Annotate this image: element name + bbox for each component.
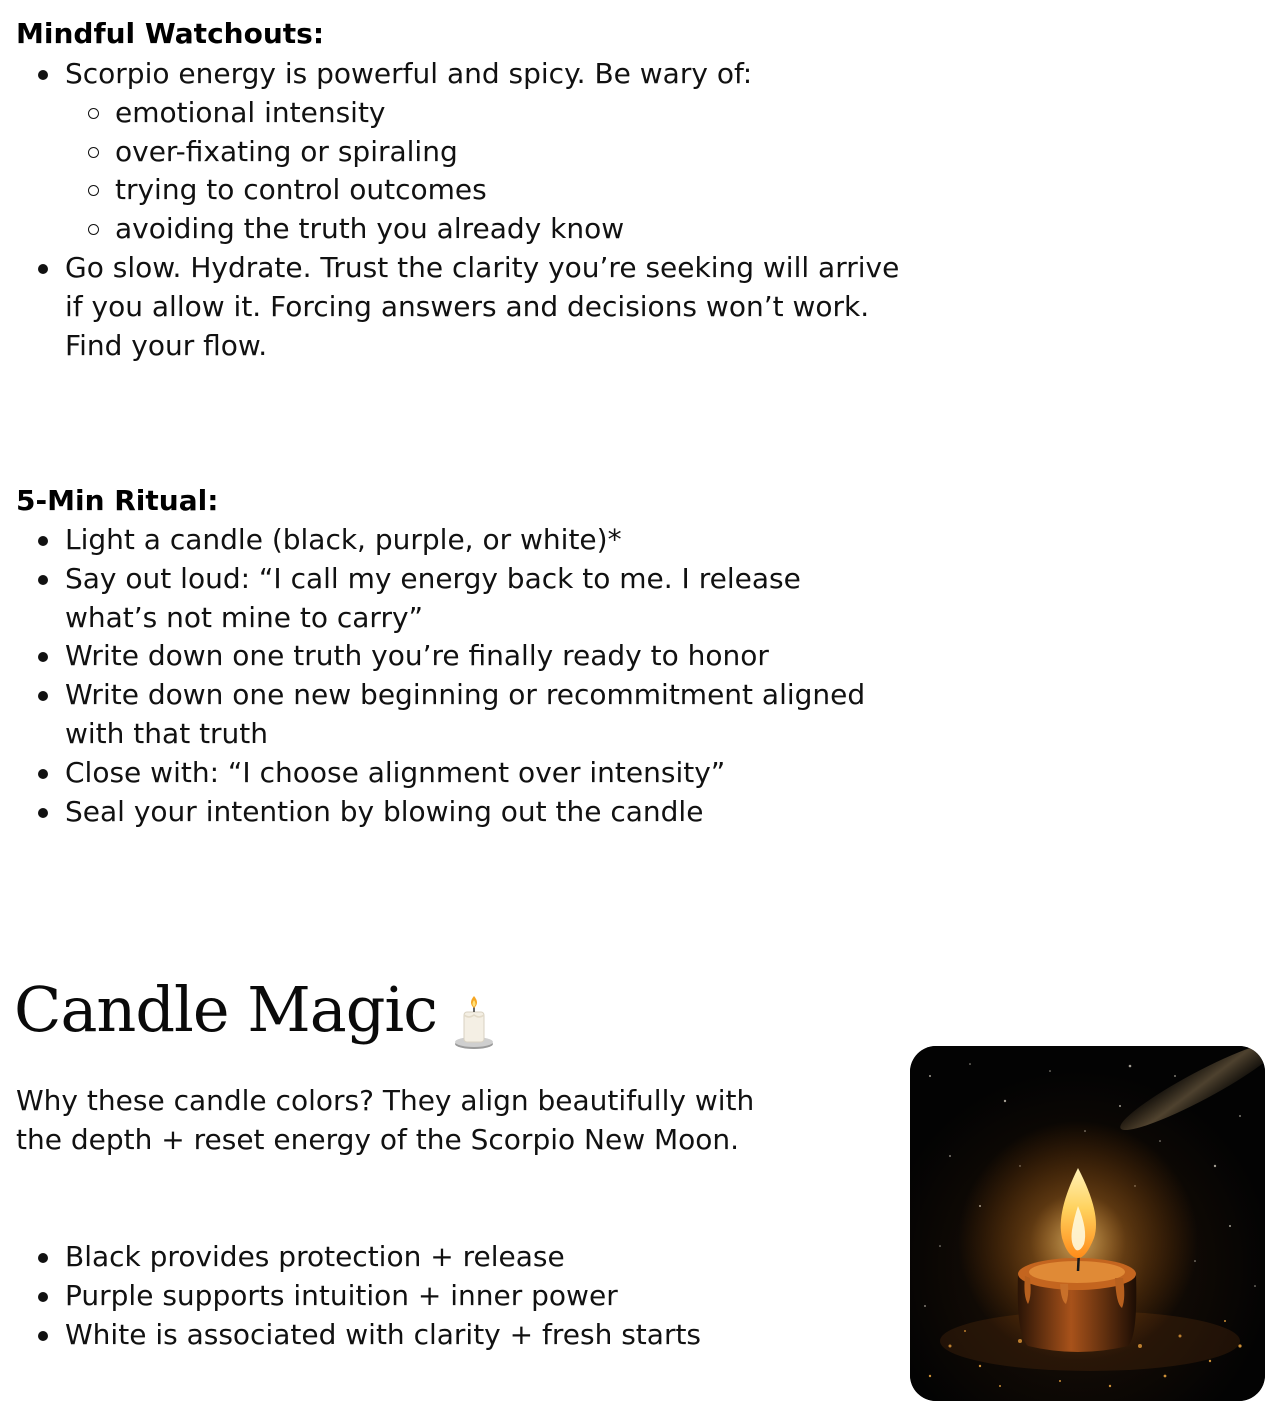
list-item: emotional intensity: [115, 94, 905, 133]
list-item: White is associated with clarity + fresh starts: [65, 1316, 885, 1355]
list-item: Close with: “I choose alignment over intensity”: [65, 754, 895, 793]
list-item: Say out loud: “I call my energy back to me. I release what’s not mine to carry”: [65, 560, 895, 638]
watchout-item-1: Scorpio energy is powerful and spicy. Be wary of:: [65, 57, 753, 90]
list-item: Light a candle (black, purple, or white)*: [65, 521, 895, 560]
watchouts-list: [16, 55, 905, 365]
list-item: Seal your intention by blowing out the candle: [65, 793, 895, 832]
list-item: Write down one truth you’re finally ready to honor: [65, 637, 895, 676]
candle-magic-title-text: Candle Magic: [14, 973, 437, 1046]
list-item: over-fixating or spiraling: [115, 133, 905, 172]
watchout-item-2: Go slow. Hydrate. Trust the clarity you’re seeking will arrive if you allow it. Forcing answers and decisions won’t work. Find your flow.: [65, 250, 900, 362]
list-item: [65, 55, 905, 249]
lit-candle-photo: [910, 1046, 1265, 1401]
candle-magic-intro: Why these candle colors? They align beautifully with the depth + reset energy of the Scorpio New Moon.: [16, 1084, 755, 1156]
list-item: avoiding the truth you already know: [115, 210, 905, 249]
list-item: Write down one new beginning or recommitment aligned with that truth: [65, 676, 895, 754]
ritual-heading: 5-Min Ritual:: [16, 484, 219, 517]
ritual-list: [16, 521, 895, 831]
candle-colors-list: [16, 1238, 885, 1354]
list-item: [65, 249, 905, 365]
candle-magic-title: [14, 968, 497, 1052]
candle-icon: [451, 987, 497, 1043]
watchouts-heading: Mindful Watchouts:: [16, 17, 325, 50]
list-item: Purple supports intuition + inner power: [65, 1277, 885, 1316]
list-item: trying to control outcomes: [115, 171, 905, 210]
list-item: Black provides protection + release: [65, 1238, 885, 1277]
watchout-sublist: [65, 94, 905, 249]
